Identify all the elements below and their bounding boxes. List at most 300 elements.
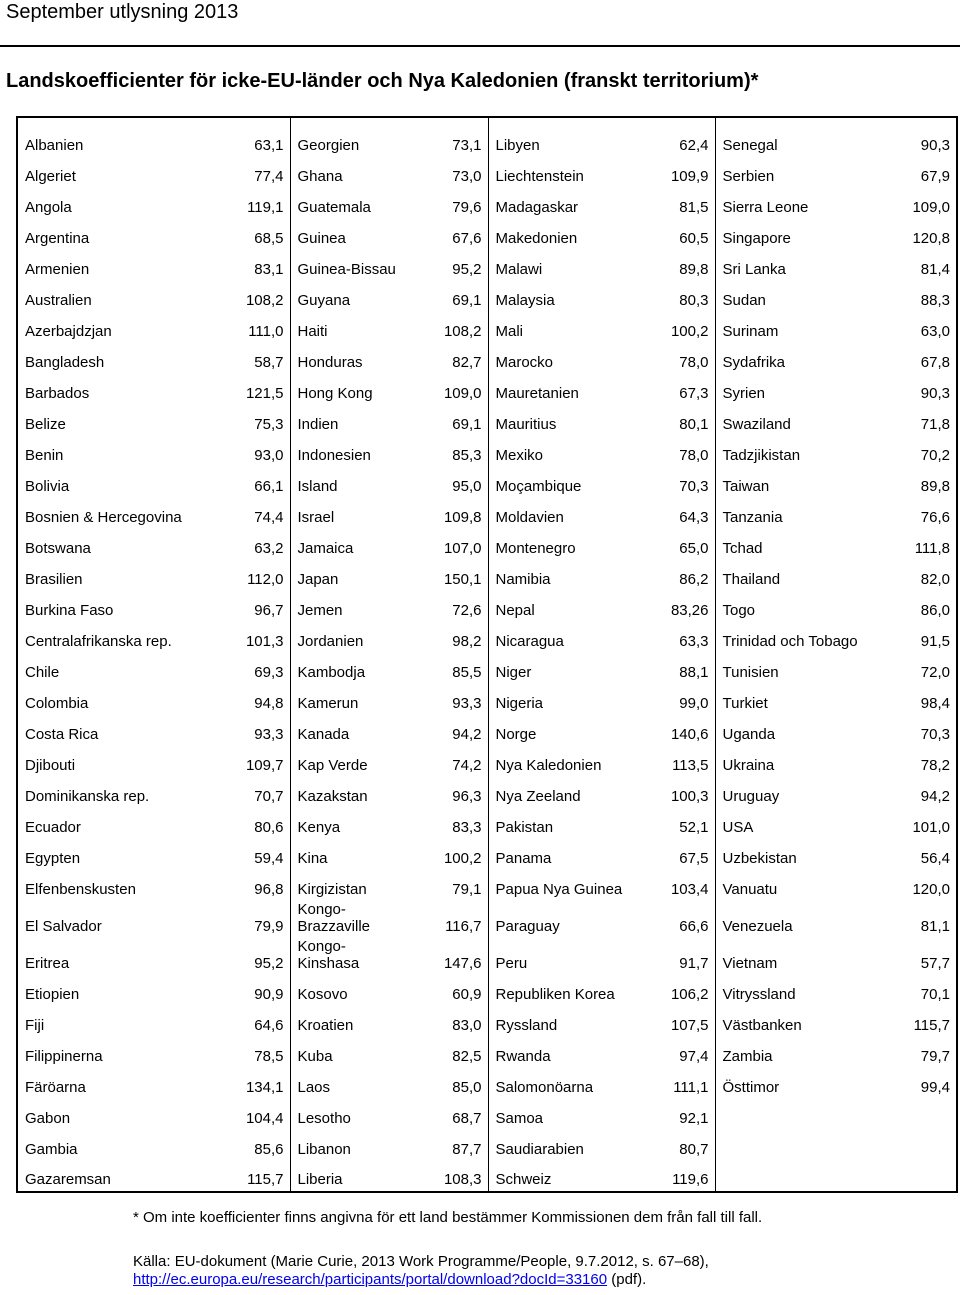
country-name: Albanien bbox=[25, 137, 84, 154]
country-name: Makedonien bbox=[495, 230, 578, 247]
coefficient-value: 57,7 bbox=[920, 955, 950, 972]
country-name: Zambia bbox=[722, 1048, 773, 1065]
coefficient-value: 107,0 bbox=[410, 529, 488, 560]
coefficient-value: 104,4 bbox=[210, 1099, 290, 1130]
header-rule bbox=[0, 45, 960, 47]
country-name: Liechtenstein bbox=[495, 168, 584, 185]
country-name: Kambodja bbox=[297, 664, 366, 681]
table-row bbox=[17, 343, 957, 374]
coefficient-value: 79,7 bbox=[920, 1048, 950, 1065]
country-name: Nya Zeeland bbox=[495, 788, 581, 805]
coefficient-value: 100,3 bbox=[642, 777, 715, 808]
coefficient-value: 86,2 bbox=[642, 560, 715, 591]
coefficient-value: 80,7 bbox=[642, 1130, 715, 1161]
country-name bbox=[715, 1130, 873, 1161]
table-row bbox=[17, 157, 957, 188]
coefficient-value: 60,9 bbox=[410, 975, 488, 1006]
country-name: Fiji bbox=[25, 1017, 45, 1034]
coefficient-value: 72,0 bbox=[920, 664, 950, 681]
table-row bbox=[17, 808, 957, 839]
country-name: Bosnien & Hercegovina bbox=[25, 509, 182, 526]
country-name: Gazaremsan bbox=[25, 1171, 111, 1188]
country-name: Indonesien bbox=[297, 447, 371, 464]
country-name: Honduras bbox=[297, 354, 363, 371]
coefficient-value: 93,3 bbox=[210, 715, 290, 746]
coefficient-value: 111,1 bbox=[642, 1068, 715, 1099]
coefficient-value: 150,1 bbox=[410, 560, 488, 591]
coefficient-value: 98,4 bbox=[920, 695, 950, 712]
coefficient-value: 85,6 bbox=[210, 1130, 290, 1161]
country-name: Kosovo bbox=[297, 986, 348, 1003]
coefficient-value: 108,2 bbox=[410, 312, 488, 343]
country-name: Botswana bbox=[25, 540, 91, 557]
coefficient-value: 100,2 bbox=[642, 312, 715, 343]
coefficient-value: 69,3 bbox=[210, 653, 290, 684]
country-name: Kanada bbox=[297, 726, 350, 743]
coefficient-value: 56,4 bbox=[920, 850, 950, 867]
country-name: Costa Rica bbox=[25, 726, 99, 743]
table-row bbox=[17, 560, 957, 591]
country-name: Mauretanien bbox=[495, 385, 579, 402]
country-name: Vitryssland bbox=[722, 986, 796, 1003]
country-name: El Salvador bbox=[25, 918, 102, 935]
table-row bbox=[17, 1037, 957, 1068]
coefficient-value: 80,3 bbox=[642, 281, 715, 312]
coefficient-value: 88,1 bbox=[642, 653, 715, 684]
country-name: Samoa bbox=[495, 1110, 544, 1127]
country-name: Norge bbox=[495, 726, 537, 743]
country-name: Algeriet bbox=[25, 168, 76, 185]
country-name: Niger bbox=[495, 664, 532, 681]
table-row bbox=[17, 684, 957, 715]
country-name: Namibia bbox=[495, 571, 551, 588]
country-name: Israel bbox=[297, 509, 335, 526]
source-note bbox=[133, 1253, 709, 1289]
table-row bbox=[17, 250, 957, 281]
coefficient-value: 140,6 bbox=[642, 715, 715, 746]
coefficient-table-body bbox=[17, 117, 957, 1192]
coefficient-value: 94,2 bbox=[920, 788, 950, 805]
coefficient-value: 78,0 bbox=[642, 436, 715, 467]
coefficient-value: 90,9 bbox=[210, 975, 290, 1006]
country-name: Sierra Leone bbox=[722, 199, 809, 216]
country-name: Libanon bbox=[297, 1141, 351, 1158]
coefficient-value: 90,3 bbox=[920, 385, 950, 402]
country-name: Bangladesh bbox=[25, 354, 105, 371]
country-name: Jamaica bbox=[297, 540, 354, 557]
table-row bbox=[17, 498, 957, 529]
coefficient-value: 85,5 bbox=[410, 653, 488, 684]
country-name: Tadzjikistan bbox=[722, 447, 801, 464]
table-row bbox=[17, 405, 957, 436]
document-title: Landskoefficienter för icke-EU-länder och Nya Kaledonien (franskt territorium)* bbox=[6, 70, 759, 92]
coefficient-value: 65,0 bbox=[642, 529, 715, 560]
country-name: Vietnam bbox=[722, 955, 778, 972]
coefficient-value: 70,1 bbox=[920, 986, 950, 1003]
coefficient-value: 83,3 bbox=[410, 808, 488, 839]
coefficient-value: 111,0 bbox=[210, 312, 290, 343]
country-name: Mauritius bbox=[495, 416, 557, 433]
country-name: Schweiz bbox=[495, 1171, 552, 1188]
coefficient-value: 99,4 bbox=[920, 1079, 950, 1096]
coefficient-value: 83,26 bbox=[642, 591, 715, 622]
country-name: Tanzania bbox=[722, 509, 783, 526]
coefficient-value: 91,5 bbox=[920, 633, 950, 650]
country-name bbox=[715, 1099, 873, 1130]
coefficient-value: 100,2 bbox=[410, 839, 488, 870]
coefficient-value: 67,6 bbox=[410, 219, 488, 250]
country-name: Madagaskar bbox=[495, 199, 579, 216]
table-row bbox=[17, 374, 957, 405]
coefficient-value: 106,2 bbox=[642, 975, 715, 1006]
country-name: Nicaragua bbox=[495, 633, 564, 650]
country-name: Guyana bbox=[297, 292, 351, 309]
table-row bbox=[17, 529, 957, 560]
country-name: Kroatien bbox=[297, 1017, 354, 1034]
page-header-title: September utlysning 2013 bbox=[6, 1, 239, 23]
country-name: Liberia bbox=[297, 1171, 343, 1188]
table-row bbox=[17, 436, 957, 467]
coefficient-value: 81,5 bbox=[642, 188, 715, 219]
table-row bbox=[17, 312, 957, 343]
country-name: Ukraina bbox=[722, 757, 775, 774]
coefficient-value: 79,1 bbox=[410, 870, 488, 901]
country-name: Kap Verde bbox=[297, 757, 368, 774]
coefficient-value: 69,1 bbox=[410, 281, 488, 312]
coefficient-value: 67,8 bbox=[920, 354, 950, 371]
coefficient-value: 95,2 bbox=[210, 938, 290, 975]
coefficient-value: 120,0 bbox=[912, 881, 950, 898]
source-prefix: Källa: EU-dokument (Marie Curie, 2013 Work Programme/People, 9.7.2012, s. 67–68), bbox=[133, 1253, 709, 1270]
coefficient-value: 87,7 bbox=[410, 1130, 488, 1161]
coefficient-value: 94,8 bbox=[210, 684, 290, 715]
coefficient-value: 63,3 bbox=[642, 622, 715, 653]
table-row bbox=[17, 715, 957, 746]
coefficient-value: 95,0 bbox=[410, 467, 488, 498]
country-name: Gabon bbox=[25, 1110, 71, 1127]
country-name: Surinam bbox=[722, 323, 779, 340]
coefficient-value: 90,3 bbox=[920, 137, 950, 154]
coefficient-value: 147,6 bbox=[410, 938, 488, 975]
table-row bbox=[17, 938, 957, 975]
country-name: Kamerun bbox=[297, 695, 359, 712]
country-name: Moldavien bbox=[495, 509, 564, 526]
coefficient-value: 73,1 bbox=[410, 117, 488, 157]
table-row bbox=[17, 777, 957, 808]
country-name: Eritrea bbox=[25, 955, 70, 972]
country-name: Ryssland bbox=[495, 1017, 558, 1034]
coefficient-value: 59,4 bbox=[210, 839, 290, 870]
country-name: Benin bbox=[25, 447, 64, 464]
country-name: Saudiarabien bbox=[495, 1141, 584, 1158]
table-row bbox=[17, 901, 957, 938]
coefficient-value: 109,9 bbox=[642, 157, 715, 188]
country-name: Turkiet bbox=[722, 695, 768, 712]
coefficient-value: 97,4 bbox=[642, 1037, 715, 1068]
country-name: Bolivia bbox=[25, 478, 70, 495]
table-row bbox=[17, 1130, 957, 1161]
coefficient-value: 108,2 bbox=[210, 281, 290, 312]
coefficient-value: 86,0 bbox=[920, 602, 950, 619]
country-name: Georgien bbox=[297, 137, 360, 154]
coefficient-value: 72,6 bbox=[410, 591, 488, 622]
coefficient-value: 107,5 bbox=[642, 1006, 715, 1037]
coefficient-value: 93,0 bbox=[210, 436, 290, 467]
country-name: Lesotho bbox=[297, 1110, 351, 1127]
country-name: Syrien bbox=[722, 385, 766, 402]
country-name: Chile bbox=[25, 664, 60, 681]
coefficient-value: 94,2 bbox=[410, 715, 488, 746]
country-name: Ghana bbox=[297, 168, 343, 185]
coefficient-value: 99,0 bbox=[642, 684, 715, 715]
coefficient-value bbox=[873, 1161, 957, 1192]
country-name: Barbados bbox=[25, 385, 90, 402]
coefficient-value: 63,2 bbox=[210, 529, 290, 560]
table-row bbox=[17, 622, 957, 653]
coefficient-value: 71,8 bbox=[920, 416, 950, 433]
coefficient-value: 82,7 bbox=[410, 343, 488, 374]
country-name: Taiwan bbox=[722, 478, 770, 495]
country-name: Venezuela bbox=[722, 918, 793, 935]
country-name: Peru bbox=[495, 955, 528, 972]
country-name: Montenegro bbox=[495, 540, 576, 557]
country-name: Burkina Faso bbox=[25, 602, 114, 619]
coefficient-value: 96,3 bbox=[410, 777, 488, 808]
coefficient-value: 73,0 bbox=[410, 157, 488, 188]
country-name: Thailand bbox=[722, 571, 781, 588]
country-name: Azerbajdzjan bbox=[25, 323, 112, 340]
country-name: Pakistan bbox=[495, 819, 554, 836]
country-name: Japan bbox=[297, 571, 339, 588]
coefficient-value: 134,1 bbox=[210, 1068, 290, 1099]
coefficient-value: 89,8 bbox=[920, 478, 950, 495]
country-name: Republiken Korea bbox=[495, 986, 615, 1003]
coefficient-value: 109,8 bbox=[410, 498, 488, 529]
country-name: Guinea-Bissau bbox=[297, 261, 396, 278]
coefficient-value: 64,6 bbox=[210, 1006, 290, 1037]
country-name: Laos bbox=[297, 1079, 331, 1096]
coefficient-value: 67,5 bbox=[642, 839, 715, 870]
coefficient-value: 52,1 bbox=[642, 808, 715, 839]
coefficient-value: 60,5 bbox=[642, 219, 715, 250]
coefficient-value: 70,7 bbox=[210, 777, 290, 808]
coefficient-value: 112,0 bbox=[210, 560, 290, 591]
country-name: Libyen bbox=[495, 137, 540, 154]
source-suffix: (pdf). bbox=[607, 1271, 647, 1288]
coefficient-value: 115,7 bbox=[210, 1161, 290, 1192]
country-name: Jordanien bbox=[297, 633, 364, 650]
table-row bbox=[17, 1161, 957, 1192]
coefficient-value: 67,3 bbox=[642, 374, 715, 405]
coefficient-value: 67,9 bbox=[920, 168, 950, 185]
country-name: Paraguay bbox=[495, 918, 560, 935]
country-name: Tchad bbox=[722, 540, 763, 557]
country-name: Elfenbenskusten bbox=[25, 881, 136, 898]
country-name: Sudan bbox=[722, 292, 766, 309]
coefficient-value: 120,8 bbox=[912, 230, 950, 247]
country-name bbox=[715, 1161, 873, 1192]
coefficient-value: 101,3 bbox=[210, 622, 290, 653]
coefficient-value: 101,0 bbox=[912, 819, 950, 836]
country-name: Vanuatu bbox=[722, 881, 778, 898]
country-name: Etiopien bbox=[25, 986, 80, 1003]
country-name: Kongo- Brazzaville bbox=[297, 901, 371, 935]
coefficient-value: 77,4 bbox=[210, 157, 290, 188]
coefficient-value: 109,7 bbox=[210, 746, 290, 777]
coefficient-value: 78,0 bbox=[642, 343, 715, 374]
coefficient-value: 82,0 bbox=[920, 571, 950, 588]
coefficient-value: 83,0 bbox=[410, 1006, 488, 1037]
country-name: Kina bbox=[297, 850, 328, 867]
coefficient-value bbox=[873, 1099, 957, 1130]
table-row bbox=[17, 653, 957, 684]
country-name: Nigeria bbox=[495, 695, 544, 712]
coefficient-value: 81,4 bbox=[920, 261, 950, 278]
table-row bbox=[17, 188, 957, 219]
country-name: Filippinerna bbox=[25, 1048, 103, 1065]
country-name: Island bbox=[297, 478, 338, 495]
coefficient-value: 80,1 bbox=[642, 405, 715, 436]
coefficient-value: 109,0 bbox=[912, 199, 950, 216]
country-name: Gambia bbox=[25, 1141, 78, 1158]
coefficient-value: 69,1 bbox=[410, 405, 488, 436]
country-name: Colombia bbox=[25, 695, 89, 712]
coefficient-value: 78,2 bbox=[920, 757, 950, 774]
country-name: Trinidad och Tobago bbox=[722, 633, 858, 650]
coefficient-value: 108,3 bbox=[410, 1161, 488, 1192]
coefficient-value: 66,6 bbox=[642, 901, 715, 938]
country-name: Sri Lanka bbox=[722, 261, 786, 278]
coefficient-value: 76,6 bbox=[920, 509, 950, 526]
country-name: Australien bbox=[25, 292, 92, 309]
country-name: Papua Nya Guinea bbox=[495, 881, 623, 898]
country-name: Ecuador bbox=[25, 819, 81, 836]
coefficient-value bbox=[873, 1130, 957, 1161]
country-name: Angola bbox=[25, 199, 72, 216]
coefficient-value: 63,1 bbox=[210, 117, 290, 157]
coefficient-value: 96,8 bbox=[210, 870, 290, 901]
source-link[interactable]: http://ec.europa.eu/research/participants/portal/download?docId=33160 bbox=[133, 1271, 608, 1288]
coefficient-value: 121,5 bbox=[210, 374, 290, 405]
coefficient-value: 93,3 bbox=[410, 684, 488, 715]
country-name: Egypten bbox=[25, 850, 81, 867]
table-row bbox=[17, 219, 957, 250]
coefficient-value: 62,4 bbox=[642, 117, 715, 157]
coefficient-value: 119,1 bbox=[210, 188, 290, 219]
country-name: Djibouti bbox=[25, 757, 76, 774]
country-name: Uganda bbox=[722, 726, 776, 743]
country-name: Kongo- Kinshasa bbox=[297, 938, 360, 972]
country-name: Mexiko bbox=[495, 447, 544, 464]
country-name: Västbanken bbox=[722, 1017, 802, 1034]
coefficient-table bbox=[16, 116, 958, 1193]
coefficient-value: 116,7 bbox=[410, 901, 488, 938]
country-name: Jemen bbox=[297, 602, 343, 619]
coefficient-value: 111,8 bbox=[914, 540, 950, 557]
country-name: Guinea bbox=[297, 230, 346, 247]
country-name: Brasilien bbox=[25, 571, 83, 588]
coefficient-value: 75,3 bbox=[210, 405, 290, 436]
country-name: Haiti bbox=[297, 323, 328, 340]
country-name: Malaysia bbox=[495, 292, 555, 309]
table-row bbox=[17, 281, 957, 312]
country-name: Dominikanska rep. bbox=[25, 788, 150, 805]
coefficient-value: 98,2 bbox=[410, 622, 488, 653]
country-name: Mali bbox=[495, 323, 524, 340]
coefficient-value: 81,1 bbox=[920, 918, 950, 935]
table-row bbox=[17, 117, 957, 157]
coefficient-value: 89,8 bbox=[642, 250, 715, 281]
coefficient-value: 109,0 bbox=[410, 374, 488, 405]
country-name: Uruguay bbox=[722, 788, 780, 805]
coefficient-value: 96,7 bbox=[210, 591, 290, 622]
country-name: Salomonöarna bbox=[495, 1079, 594, 1096]
country-name: Uzbekistan bbox=[722, 850, 797, 867]
coefficient-value: 79,9 bbox=[210, 901, 290, 938]
coefficient-value: 68,5 bbox=[210, 219, 290, 250]
country-name: Indien bbox=[297, 416, 339, 433]
country-name: Nepal bbox=[495, 602, 535, 619]
country-name: Belize bbox=[25, 416, 66, 433]
coefficient-value: 92,1 bbox=[642, 1099, 715, 1130]
table-row bbox=[17, 1068, 957, 1099]
country-name: Armenien bbox=[25, 261, 90, 278]
coefficient-value: 63,0 bbox=[920, 323, 950, 340]
coefficient-value: 79,6 bbox=[410, 188, 488, 219]
coefficient-value: 85,3 bbox=[410, 436, 488, 467]
coefficient-value: 115,7 bbox=[913, 1017, 950, 1034]
country-name: USA bbox=[722, 819, 754, 836]
country-name: Kenya bbox=[297, 819, 341, 836]
coefficient-value: 70,3 bbox=[920, 726, 950, 743]
coefficient-value: 113,5 bbox=[642, 746, 715, 777]
table-row bbox=[17, 591, 957, 622]
coefficient-value: 103,4 bbox=[642, 870, 715, 901]
country-name: Sydafrika bbox=[722, 354, 786, 371]
table-row bbox=[17, 870, 957, 901]
coefficient-value: 119,6 bbox=[642, 1161, 715, 1192]
country-name: Hong Kong bbox=[297, 385, 373, 402]
coefficient-value: 70,3 bbox=[642, 467, 715, 498]
coefficient-value: 74,2 bbox=[410, 746, 488, 777]
country-name: Malawi bbox=[495, 261, 543, 278]
country-name: Kirgizistan bbox=[297, 881, 367, 898]
coefficient-value: 80,6 bbox=[210, 808, 290, 839]
coefficient-value: 91,7 bbox=[642, 938, 715, 975]
coefficient-value: 66,1 bbox=[210, 467, 290, 498]
country-name: Färöarna bbox=[25, 1079, 86, 1096]
coefficient-value: 88,3 bbox=[920, 292, 950, 309]
table-row bbox=[17, 1099, 957, 1130]
coefficient-value: 74,4 bbox=[210, 498, 290, 529]
coefficient-value: 95,2 bbox=[410, 250, 488, 281]
country-name: Argentina bbox=[25, 230, 90, 247]
coefficient-value: 70,2 bbox=[920, 447, 950, 464]
table-row bbox=[17, 467, 957, 498]
country-name: Moçambique bbox=[495, 478, 582, 495]
country-name: Guatemala bbox=[297, 199, 371, 216]
country-name: Marocko bbox=[495, 354, 554, 371]
country-name: Centralafrikanska rep. bbox=[25, 633, 172, 650]
country-name: Nya Kaledonien bbox=[495, 757, 602, 774]
country-name: Östtimor bbox=[722, 1079, 780, 1096]
country-name: Senegal bbox=[722, 137, 778, 154]
country-name: Serbien bbox=[722, 168, 775, 185]
country-name: Togo bbox=[722, 602, 756, 619]
country-name: Swaziland bbox=[722, 416, 791, 433]
coefficient-value: 64,3 bbox=[642, 498, 715, 529]
coefficient-value: 68,7 bbox=[410, 1099, 488, 1130]
